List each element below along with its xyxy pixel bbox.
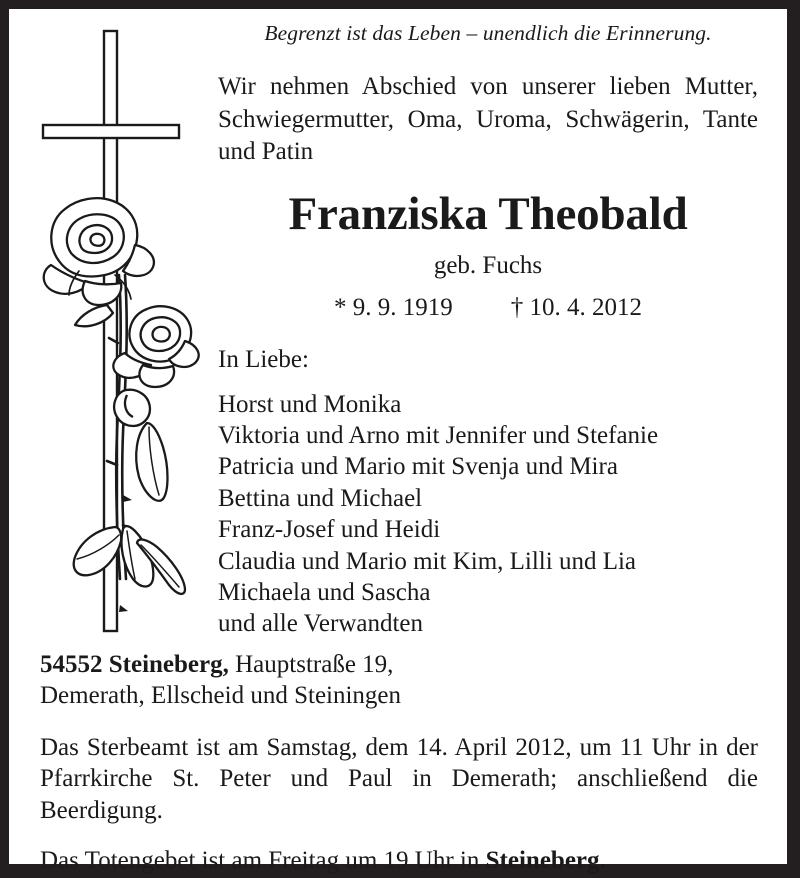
farewell-intro-text: Wir nehmen Abschied von unserer lieben Mutter, Schwiegermutter, Oma, Uroma, Schwägerin, Tante und Patin xyxy=(218,72,758,166)
address-town: 54552 Steineberg, xyxy=(40,651,229,678)
cross-with-roses-illustration xyxy=(19,13,214,643)
footer-block xyxy=(40,649,758,876)
cross-with-roses-graphic xyxy=(19,13,214,643)
prayer-place: Steineberg. xyxy=(485,846,606,874)
list-item: Claudia und Mario mit Kim, Lilli und Lia xyxy=(218,547,637,575)
list-item: und alle Verwandten xyxy=(218,610,424,638)
deceased-name: Franziska Theobald xyxy=(288,188,688,241)
notice-card xyxy=(9,9,787,874)
list-item: Franz-Josef und Heidi xyxy=(218,516,441,544)
list-item: Horst und Monika xyxy=(218,390,402,418)
death-date: † 10. 4. 2012 xyxy=(510,293,642,321)
prayer-service-info xyxy=(40,845,758,876)
epigraph-quote: Begrenzt ist das Leben – unendlich die Erinnerung. xyxy=(264,21,712,45)
list-item: Patricia und Mario mit Svenja und Mira xyxy=(218,453,618,481)
list-item: Bettina und Michael xyxy=(218,484,423,512)
address-street: Hauptstraße 19, xyxy=(228,651,394,678)
address-parishes: Demerath, Ellscheid und Steiningen xyxy=(40,682,402,710)
list-item: Michaela und Sascha xyxy=(218,578,431,606)
mourners-list xyxy=(218,389,758,640)
funeral-service-info: Das Sterbeamt ist am Samstag, dem 14. April 2012, um 11 Uhr in der Pfarrkirche St. Peter und Paul in Demerath; anschließend die Beerdigung. xyxy=(40,733,758,824)
prayer-text: Das Totengebet ist am Freitag um 19 Uhr in xyxy=(40,846,486,874)
life-dates xyxy=(218,293,758,323)
upper-text-column xyxy=(218,21,758,640)
list-item: Viktoria und Arno mit Jennifer und Stefanie xyxy=(218,422,659,450)
birth-date: * 9. 9. 1919 xyxy=(334,293,453,321)
address-block xyxy=(40,649,758,712)
mourners-lead-in: In Liebe: xyxy=(218,345,309,373)
maiden-name: geb. Fuchs xyxy=(433,251,543,279)
